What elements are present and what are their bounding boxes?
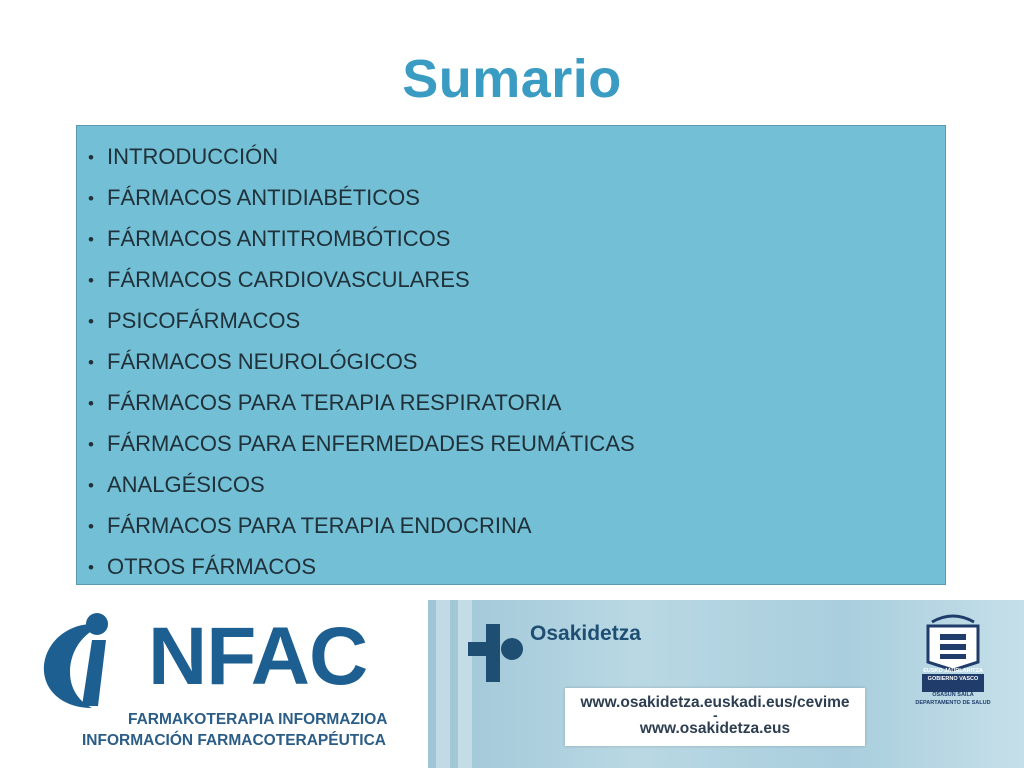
cevime-url-link[interactable]: www.osakidetza.euskadi.eus/cevime — [580, 694, 850, 711]
infac-logo — [40, 610, 388, 760]
bullet-icon: • — [88, 435, 94, 454]
summary-item-label: INTRODUCCIÓN — [107, 144, 279, 169]
summary-item — [88, 504, 945, 545]
summary-item-label: FÁRMACOS NEUROLÓGICOS — [107, 349, 418, 374]
summary-item-label: PSICOFÁRMACOS — [107, 308, 301, 333]
gov-line-2: GOBIERNO VASCO — [927, 676, 979, 682]
summary-item-label: OTROS FÁRMACOS — [107, 554, 317, 579]
summary-item-label: FÁRMACOS ANTITROMBÓTICOS — [107, 226, 451, 251]
url-separator: - — [713, 707, 718, 723]
summary-item-label: FÁRMACOS ANTIDIABÉTICOS — [107, 185, 420, 210]
bullet-icon: • — [88, 353, 94, 372]
bullet-icon: • — [88, 476, 94, 495]
osakidetza-banner — [428, 600, 1024, 768]
summary-item — [88, 217, 945, 258]
summary-item-label: FÁRMACOS PARA TERAPIA RESPIRATORIA — [107, 390, 562, 415]
infac-subtitle-spanish: INFORMACIÓN FARMACOTERAPÉUTICA — [82, 732, 386, 749]
bullet-icon: • — [88, 517, 94, 536]
bullet-icon: • — [88, 230, 94, 249]
summary-item — [88, 463, 945, 504]
summary-item — [88, 340, 945, 381]
osakidetza-url-link[interactable]: www.osakidetza.eus — [639, 720, 791, 737]
bullet-icon: • — [88, 558, 94, 577]
summary-item-label: FÁRMACOS PARA ENFERMEDADES REUMÁTICAS — [107, 431, 635, 456]
summary-item-label: FÁRMACOS PARA TERAPIA ENDOCRINA — [107, 513, 532, 538]
infac-subtitle-basque: FARMAKOTERAPIA INFORMAZIOA — [128, 711, 388, 728]
summary-item — [88, 135, 945, 176]
osakidetza-cross-icon — [468, 624, 526, 682]
summary-item — [88, 422, 945, 463]
summary-item — [88, 381, 945, 422]
summary-item-label: FÁRMACOS CARDIOVASCULARES — [107, 267, 470, 292]
infac-wordmark: NFAC — [148, 611, 368, 702]
infac-i-icon — [40, 610, 152, 710]
basque-government-text — [912, 668, 994, 706]
gov-line-1: EUSKO JAURLARITZA — [923, 668, 983, 674]
url-box — [565, 688, 865, 746]
bullet-icon: • — [88, 189, 94, 208]
summary-box — [76, 125, 946, 585]
summary-item-label: ANALGÉSICOS — [107, 472, 265, 497]
bullet-icon: • — [88, 312, 94, 331]
gov-line-4: DEPARTAMENTO DE SALUD — [915, 700, 991, 706]
summary-item — [88, 258, 945, 299]
summary-list — [77, 126, 945, 586]
bullet-icon: • — [88, 271, 94, 290]
bullet-icon: • — [88, 148, 94, 167]
slide-title: Sumario — [402, 49, 622, 109]
osakidetza-label: Osakidetza — [530, 622, 641, 645]
bullet-icon: • — [88, 394, 94, 413]
summary-item — [88, 299, 945, 340]
gov-line-3: OSASUN SAILA — [932, 692, 974, 698]
banner-stripe — [436, 600, 450, 768]
summary-item — [88, 176, 945, 217]
summary-item — [88, 545, 945, 586]
